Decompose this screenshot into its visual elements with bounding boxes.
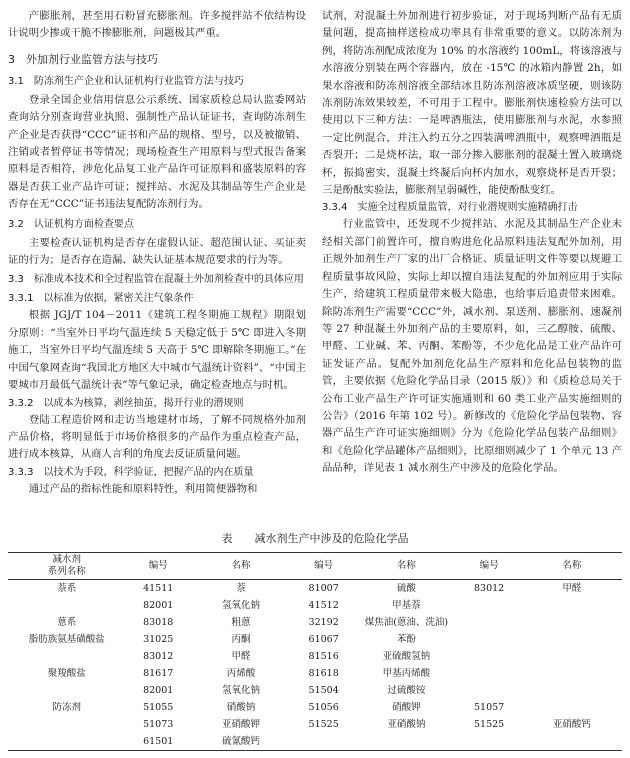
series-cell: 防冻剂: [52, 702, 82, 713]
series-cell: [8, 716, 126, 733]
code-cell: [456, 614, 521, 631]
code-cell: [456, 733, 521, 751]
section-3-1-heading: 3.1 防冻剂生产企业和认证机构行业监管方法与技巧: [8, 75, 244, 87]
series-cell: 脂肪族氨基磺酸盐: [28, 634, 105, 645]
table-section: [0, 530, 630, 751]
header-col: 名称: [191, 553, 291, 580]
table-row: [8, 665, 622, 682]
table-row: [8, 716, 622, 733]
section-3-3-2-heading: 3.3.2 以成本为核算，剥丝抽茧，揭开行业的潜规则: [8, 397, 244, 409]
name-cell: 甲基丙烯酸: [382, 668, 431, 679]
code-cell: 31025: [143, 634, 174, 645]
code-cell: 51057: [474, 702, 505, 713]
code-cell: 41512: [308, 600, 339, 611]
left-column: [8, 8, 306, 498]
name-cell: 粗蒽: [231, 617, 251, 628]
name-cell: 氢氧化钠: [221, 600, 260, 611]
series-cell: 萘系: [57, 583, 77, 594]
code-cell: [456, 665, 521, 682]
table-body: [8, 580, 622, 751]
right-paragraph-1: 试剂，对混凝土外加剂进行初步验证，对于现场判断产品有无质量问题，提高抽样送检成功率具有非常重要的意义。以防冻剂为例，将防冻剂配成浓度为 10% 的水溶液约 100mL，将该溶液与水溶液分别装在两个容器内，放在 -15℃ 的冰箱内静置 2h，如果水溶液和防冻剂溶液全部结冰且防冻剂溶液冰质坚硬，则该防冻剂防冻效果较差，不可用于工程中。膨胀剂快速检验方法可以使用以下三种方法：一是啤酒瓶法，使用膨胀剂与水泥，水参照一定比例混合，并注入约五分之四装满啤酒瓶中，观察啤酒瓶是否裂开；二是烧杯法，取一部分掺入膨胀剂的混凝土置入玻璃烧杯，振捣密实，混凝土终凝后向杯内加水，观察烧杯是否开裂；三是酚酞实验法，膨胀剂呈弱碱性，能使酚酞变红。: [322, 10, 622, 197]
name-cell: 亚硝酸钙: [552, 719, 591, 730]
code-cell: 83012: [143, 651, 174, 662]
header-col: 名称: [522, 553, 622, 580]
name-cell: 甲基萘: [392, 600, 421, 611]
name-cell: 甲醛: [562, 583, 582, 594]
code-cell: 81618: [308, 668, 339, 679]
code-cell: 51073: [143, 719, 174, 730]
code-cell: 51504: [308, 685, 339, 696]
code-cell: 61501: [126, 733, 191, 751]
code-cell: [456, 631, 521, 648]
name-cell: 过硫酸铵: [387, 685, 426, 696]
name-cell: [522, 733, 622, 751]
name-cell: 煤焦油(蒽油、洗油): [364, 617, 449, 628]
name-cell: [522, 699, 622, 716]
header-col: 编号: [291, 553, 356, 580]
name-cell: [522, 614, 622, 631]
code-cell: [456, 682, 521, 699]
code-cell: 51056: [308, 702, 339, 713]
section-3-heading: 3 外加剂行业监管方法与技巧: [8, 52, 158, 66]
name-cell: 苯酚: [396, 634, 416, 645]
section-3-3-2-text: 登陆工程造价网和走访当地建材市场，了解不同规格外加剂产品价格，将明显低于市场价格很多的产品作为重点检查产品，进行成本核算，从商人言利的角度去反证质量问题。: [8, 413, 306, 461]
section-3-3-1-heading: 3.3.1 以标准为依据，紧密关注气象条件: [8, 293, 194, 305]
section-3-3-3-heading: 3.3.3 以技术为手段，科学验证，把握产品的内在质量: [8, 466, 254, 478]
series-cell: [8, 733, 126, 751]
series-cell: [8, 648, 126, 665]
table-row: [8, 699, 622, 716]
code-cell: [456, 648, 521, 665]
code-cell: 81007: [308, 583, 339, 594]
name-cell: 硝酸钠: [226, 702, 256, 713]
name-cell: 硫酸: [396, 583, 416, 594]
header-series-line2: 系列名称: [47, 566, 86, 577]
name-cell: 萘: [236, 583, 246, 594]
series-cell: [8, 597, 126, 614]
series-cell: 聚羧酸盐: [47, 668, 86, 679]
name-cell: 亚硝酸钾: [221, 719, 260, 730]
name-cell: [522, 682, 622, 699]
series-cell: [8, 682, 126, 699]
table-row: [8, 631, 622, 648]
code-cell: 51525: [308, 719, 339, 730]
code-cell: 82001: [143, 600, 174, 611]
name-cell: 氢氧化钠: [221, 685, 260, 696]
section-3-3-1-text: 根据 JGJ/T 104－2011《建筑工程冬期施工规程》期限划分原则：“当室外日平均气温连续 5 天稳定低于 5℃ 即进入冬期施工，当室外日平均气温连续 5 天高于 5℃ 即解除冬期施工。”在中国气象网查询“我国北方地区大中城市气温统计资料”、“中国主要城市月最低气温统计表”等气象记录，确定检查地点与时机。: [8, 309, 306, 392]
table-row: [8, 580, 622, 598]
section-3-1-text: 登录全国企业信用信息公示系统、国家质检总局认监委网站查询站分别查询营业执照、强制性产品认证证书，查询防冻剂生产企业是否获得“CCC”证书和产品的规格、型号，以及被撤销、注销或者暂停证书等情况；现场检查生产用原料与型式报告备案原料是否相符，涉危化品复工业产品许可证原料和盛装原料的容器是否获工业产品许可证；搅拌站、水泥及其制品等生产企业是否存在无“CCC”证书违法复配防冻剂行为。: [8, 93, 306, 211]
table-row: [8, 733, 622, 751]
section-3-3-heading: 3.3 标准成本技术和全过程监管在混凝土外加剂检查中的具体应用: [8, 274, 304, 286]
header-col: 编号: [126, 553, 191, 580]
name-cell: [522, 665, 622, 682]
code-cell: 83018: [143, 617, 174, 628]
header-series-line1: 减水剂: [52, 554, 82, 565]
intro-paragraph: 产膨胀剂，甚至用石粉冒充膨胀剂。许多搅拌站不依结构设计说明少掺或干脆不掺膨胀剂，问题极其严重。: [8, 10, 306, 40]
code-cell: 83012: [474, 583, 505, 594]
section-3-3-4-heading: 3.3.4 实施全过程质量监管，对行业潜规则实施精确打击: [322, 202, 578, 214]
name-cell: 硝酸钾: [392, 702, 421, 713]
table-row: [8, 682, 622, 699]
code-cell: 61067: [308, 634, 339, 645]
table-row: [8, 648, 622, 665]
table-row: [8, 597, 622, 614]
name-cell: [522, 631, 622, 648]
name-cell: 丙酮: [231, 634, 251, 645]
name-cell: [356, 733, 456, 751]
right-paragraph-2: 行业监管中，还发现不少搅拌站、水泥及其制品生产企业未经相关部门前置许可，擅自购进危化品原料违法复配外加剂，用正规外加剂生产厂家的出厂合格证、质量证明文件等要以规避工程质量事故风险，实际上却以擅自违法复配的外加剂应用于实际生产，给建筑工程质量带来极大隐患，也给事后追责带来困难。除防冻剂生产需要“CCC”外，减水剂、泵送剂、膨胀剂、速凝剂等 27 种混凝土外加剂产品的主要原料，如，三乙醇胺、硫酸、甲醛、工业碱、苯、丙酮、苯酚等，不少危化品是工业产品许可证发证产品。复配外加剂危化品生产原料和危化品包装物的监管，主要依据《危险化学品目录（2015 版）》和《质检总局关于公布工业产品生产许可证实施通则和 60 类工业产品实施细则的公告》（2016 年第 102 号）。新修改的《危险化学品包装物、容器产品生产许可证实施细则》分为《危险化学品包装产品细则》和《危险化学品罐体产品细则》，比原细则减少了 1 个单元 13 产品品种，详见表 1 减水剂生产中涉及的危险化学品。: [322, 218, 622, 475]
name-cell: 硫氰酸钙: [191, 733, 291, 751]
table-title: 表 减水剂生产中涉及的危险化学品: [221, 532, 409, 545]
header-col: 名称: [356, 553, 456, 580]
code-cell: 51525: [474, 719, 505, 730]
name-cell: 丙烯酸: [226, 668, 256, 679]
table-header-row: [8, 553, 622, 580]
name-cell: 甲醛: [231, 651, 251, 662]
code-cell: 32192: [308, 617, 339, 628]
hazardous-chemicals-table: [8, 552, 622, 751]
code-cell: 51055: [143, 702, 174, 713]
name-cell: 亚硫酸氢钠: [382, 651, 431, 662]
section-3-3-3-text: 通过产品的指标性能和原料特性，利用简便器物和: [28, 482, 258, 495]
code-cell: 81516: [308, 651, 339, 662]
right-column: [322, 8, 622, 478]
name-cell: 亚硝酸钠: [387, 719, 426, 730]
code-cell: [456, 597, 521, 614]
section-3-2-heading: 3.2 认证机构方面检查要点: [8, 218, 134, 230]
code-cell: [291, 733, 356, 751]
series-cell: 蒽系: [57, 617, 77, 628]
section-3-2-text: 主要检查认证机构是否存在虚假认证、超范围认证、买证卖证的行为；是否存在造漏、缺失认证基本规范要求的行为等。: [8, 236, 306, 267]
header-col: 编号: [456, 553, 521, 580]
code-cell: 82001: [143, 685, 174, 696]
header-series: [8, 553, 126, 580]
name-cell: [522, 597, 622, 614]
table-row: [8, 614, 622, 631]
name-cell: [522, 648, 622, 665]
code-cell: 41511: [143, 583, 174, 594]
code-cell: 81617: [143, 668, 174, 679]
